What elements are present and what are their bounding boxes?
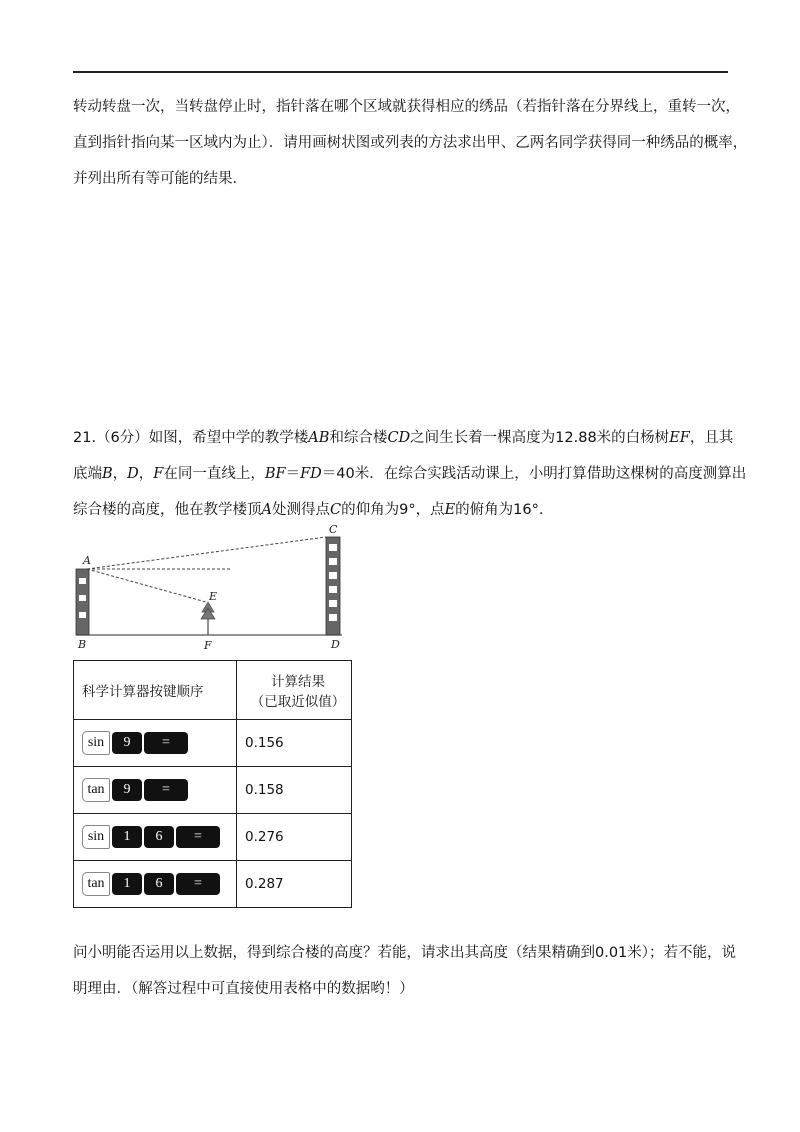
sin-key: sin: [82, 825, 110, 849]
complex-building-cd: [326, 537, 340, 635]
var-a: A: [261, 502, 272, 518]
intro-line-1: 转动转盘一次，当转盘停止时，指针落在哪个区域就获得相应的绣品（若指针落在分界线上，重转一次，: [73, 99, 740, 115]
table-row: [74, 767, 352, 814]
question-text: 在同一直线上，: [163, 466, 265, 482]
calculator-table: [73, 660, 352, 908]
digit-key: 1: [112, 826, 142, 848]
key-sequence-cell: [74, 814, 237, 861]
label-a: A: [83, 554, 91, 567]
question-text: ＝40米．在综合实践活动课上，小明打算借助这棵树的高度测算出: [321, 466, 747, 482]
label-e: E: [209, 590, 218, 603]
result-cell: 0.287: [237, 861, 352, 908]
ending-line-2: 明理由．（解答过程中可直接使用表格中的数据哟！）: [73, 981, 414, 997]
question-text: ，: [112, 466, 128, 482]
question-text: 底端: [73, 466, 102, 482]
header-result: [237, 661, 352, 720]
tan-key: tan: [82, 778, 110, 802]
sin-key: sin: [82, 731, 110, 755]
sightline-ae: [87, 569, 206, 602]
label-c: C: [329, 523, 338, 536]
var-f: F: [153, 466, 164, 482]
var-fd: FD: [300, 466, 322, 482]
question-number: 21.: [73, 430, 97, 446]
question-text: ，: [138, 466, 154, 482]
digit-key: 9: [112, 732, 142, 754]
var-b: B: [102, 466, 113, 482]
equals-key: =: [176, 826, 220, 848]
digit-key: 1: [112, 873, 142, 895]
result-cell: 0.158: [237, 767, 352, 814]
digit-key: 9: [112, 779, 142, 801]
question-text: 的俯角为16°.: [455, 502, 544, 518]
intro-line-3: 并列出所有等可能的结果．: [73, 171, 247, 187]
var-ef: EF: [669, 430, 690, 446]
header-result-line-2: （已取近似值）: [250, 694, 346, 710]
table-row: [74, 814, 352, 861]
equals-key: =: [176, 873, 220, 895]
header-key-order: 科学计算器按键顺序: [74, 661, 237, 720]
question-text: 的仰角为9°，点: [341, 502, 445, 518]
key-sequence-cell: [74, 861, 237, 908]
question-text: ＝: [285, 466, 301, 482]
label-d: D: [331, 638, 340, 651]
key-sequence-cell: [74, 767, 237, 814]
question-line-1: [73, 420, 734, 456]
var-c: C: [329, 502, 342, 518]
question-21: [73, 420, 747, 528]
var-bf: BF: [264, 466, 286, 482]
poplar-tree-ef: [201, 602, 215, 635]
question-text: 和综合楼: [329, 430, 388, 446]
equals-key: =: [144, 779, 188, 801]
question-text: 综合楼的高度，他在教学楼顶: [73, 502, 262, 518]
table-row: [74, 720, 352, 767]
teaching-building-ab: [76, 569, 89, 635]
question-score: （6分）: [96, 430, 149, 446]
var-d: D: [127, 466, 139, 482]
ending-line-1: 问小明能否运用以上数据，得到综合楼的高度？若能，请求出其高度（结果精确到0.01米）；若不能，说: [73, 945, 737, 961]
header-result-line-1: 计算结果: [271, 674, 325, 690]
geometry-diagram: [70, 522, 355, 652]
digit-key: 6: [144, 873, 174, 895]
label-b: B: [78, 638, 87, 651]
equals-key: =: [144, 732, 188, 754]
question-text: 处测得点: [271, 502, 330, 518]
ending-paragraph: [73, 935, 737, 1007]
intro-paragraph: [73, 89, 748, 197]
table-header-row: [74, 661, 352, 720]
table-row: [74, 861, 352, 908]
var-ab: AB: [308, 430, 330, 446]
tan-key: tan: [82, 872, 110, 896]
top-rule: [73, 71, 728, 73]
question-line-2: [73, 456, 747, 492]
var-cd: CD: [387, 430, 411, 446]
result-cell: 0.276: [237, 814, 352, 861]
question-text: 之间生长着一棵高度为12.88米的白杨树: [410, 430, 670, 446]
digit-key: 6: [144, 826, 174, 848]
label-f: F: [204, 639, 212, 652]
intro-line-2: 直到指针指向某一区域内为止）．请用画树状图或列表的方法求出甲、乙两名同学获得同一种绣品的概率，: [73, 135, 748, 151]
question-text: 如图，希望中学的教学楼: [148, 430, 309, 446]
key-sequence-cell: [74, 720, 237, 767]
result-cell: 0.156: [237, 720, 352, 767]
sightline-ac: [87, 537, 326, 569]
question-text: ，且其: [689, 430, 734, 446]
var-e: E: [444, 502, 456, 518]
